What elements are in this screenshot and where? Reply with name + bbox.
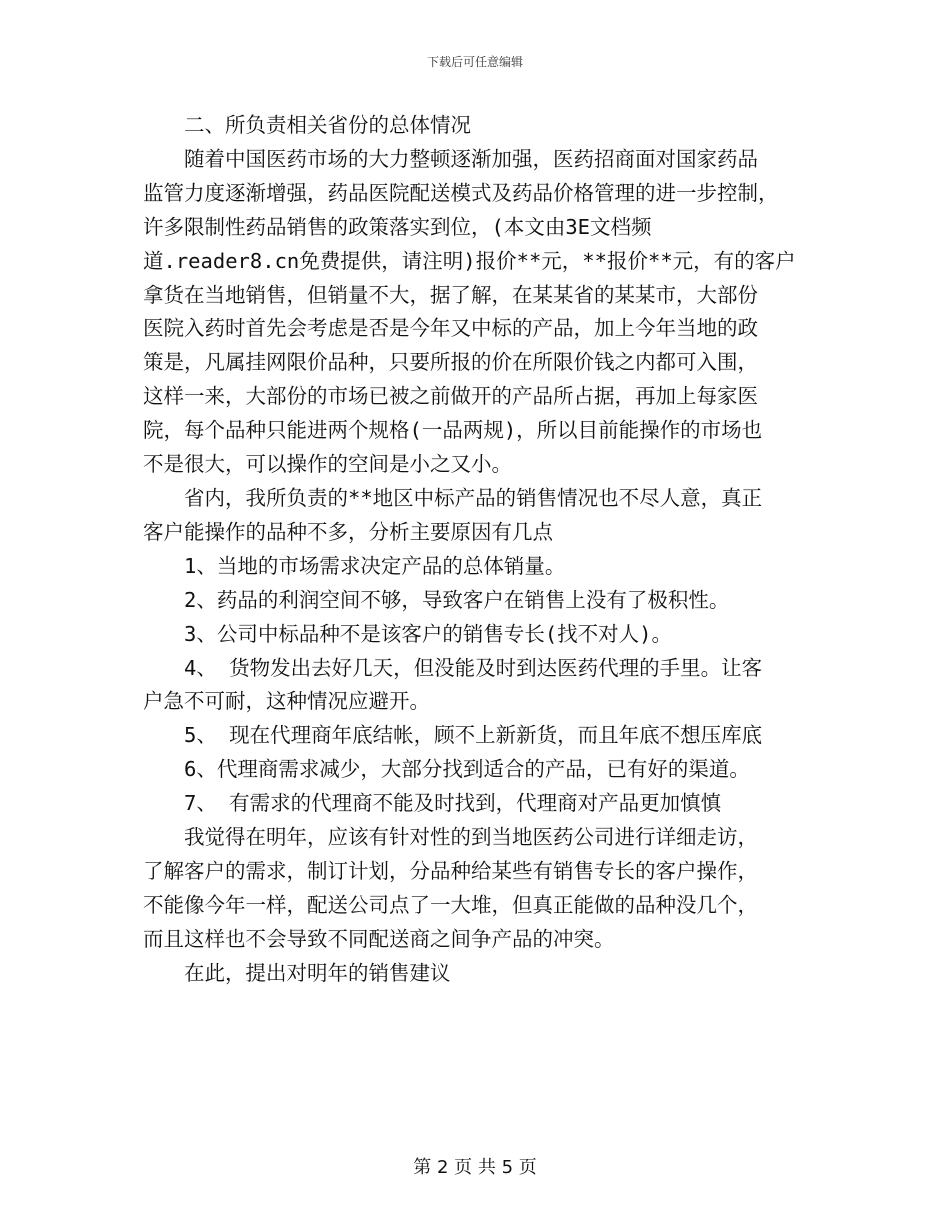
- text-line: 医院入药时首先会考虑是否是今年又中标的产品，加上今年当地的政: [143, 316, 758, 341]
- text-line: 3、公司中标品种不是该客户的销售专长(找不对人)。: [143, 621, 673, 646]
- text-line: 省内，我所负责的**地区中标产品的销售情况也不尽人意，真正: [143, 485, 763, 510]
- text-line: 拿货在当地销售，但销量不大，据了解，在某某省的某某市，大部份: [143, 282, 758, 307]
- text-line: 1、当地的市场需求决定产品的总体销量。: [143, 553, 566, 578]
- text-line: 监管力度逐渐增强，药品医院配送模式及药品价格管理的进一步控制，: [143, 180, 779, 205]
- text-line: 客户能操作的品种不多，分析主要原因有几点: [143, 519, 553, 544]
- text-line: 我觉得在明年，应该有针对性的到当地医药公司进行详细走访，: [143, 825, 758, 850]
- text-line: 户急不可耐，这种情况应避开。: [143, 689, 430, 714]
- text-line: 随着中国医药市场的大力整顿逐渐加强，医药招商面对国家药品: [143, 146, 758, 171]
- text-line: 在此，提出对明年的销售建议: [143, 960, 451, 985]
- text-line: 4、 货物发出去好几天，但没能及时到达医药代理的手里。让客: [143, 655, 763, 680]
- text-line: 5、 现在代理商年底结帐，顾不上新新货，而且年底不想压库底: [143, 723, 763, 748]
- text-line: 策是，凡属挂网限价品种，只要所报的价在所限价钱之内都可入围，: [143, 350, 758, 375]
- text-line: 不能像今年一样，配送公司点了一大堆，但真正能做的品种没几个，: [143, 892, 758, 917]
- page-number: 第 2 页 共 5 页: [413, 1157, 537, 1178]
- text-line: 而且这样也不会导致不同配送商之间争产品的冲突。: [143, 926, 615, 951]
- page-header: 下载后可任意编辑: [426, 55, 523, 69]
- document-body: [143, 109, 808, 991]
- text-line: 6、代理商需求减少，大部分找到适合的产品，已有好的渠道。: [143, 757, 750, 782]
- text-line: 这样一来，大部份的市场已被之前做开的产品所占据，再加上每家医: [143, 384, 758, 409]
- text-line: 二、所负责相关省份的总体情况: [143, 113, 471, 137]
- text-line: 2、药品的利润空间不够，导致客户在销售上没有了极积性。: [143, 587, 730, 612]
- text-line: 许多限制性药品销售的政策落实到位，(本文由3E文档频: [143, 214, 652, 239]
- text-line: 7、 有需求的代理商不能及时找到，代理商对产品更加慎慎: [143, 791, 722, 816]
- text-line: 院，每个品种只能进两个规格(一品两规)，所以目前能操作的市场也: [143, 418, 763, 443]
- text-line: 道.reader8.cn免费提供，请注明)报价**元，**报价**元，有的客户: [143, 248, 796, 273]
- text-line: 不是很大，可以操作的空间是小之又小。: [143, 452, 512, 477]
- text-line: 了解客户的需求，制订计划，分品种给某些有销售专长的客户操作，: [143, 858, 758, 883]
